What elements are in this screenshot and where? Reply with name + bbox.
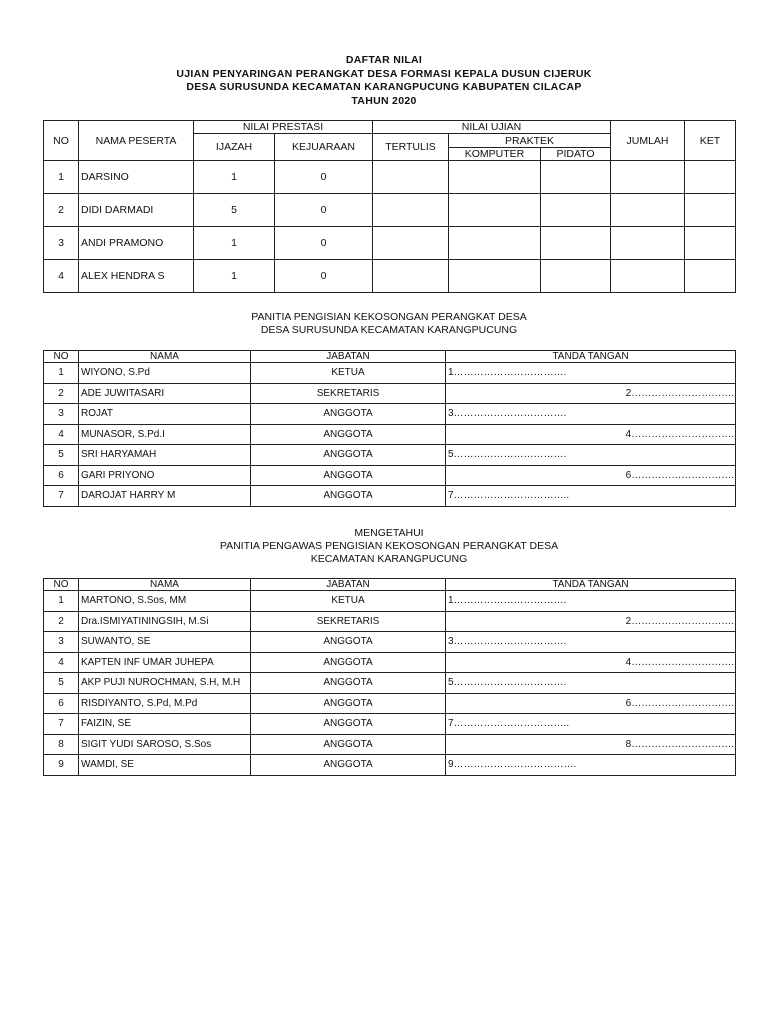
row-komputer xyxy=(449,227,541,260)
row-nama: ROJAT xyxy=(79,404,251,425)
row-ket xyxy=(685,194,736,227)
row-komputer xyxy=(449,260,541,293)
signature-line[interactable]: 6…………………………. xyxy=(446,693,736,714)
committee-table xyxy=(43,350,736,507)
table-row xyxy=(44,404,736,425)
row-jabatan: ANGGOTA xyxy=(251,404,446,425)
row-jabatan: ANGGOTA xyxy=(251,673,446,694)
table-row xyxy=(44,161,736,194)
signature-line[interactable]: 8…………………………. xyxy=(446,734,736,755)
row-jumlah xyxy=(611,161,685,194)
row-nama: SIGIT YUDI SAROSO, S.Sos xyxy=(79,734,251,755)
row-nama: RISDIYANTO, S.Pd, M.Pd xyxy=(79,693,251,714)
row-no: 1 xyxy=(44,161,79,194)
row-no: 6 xyxy=(44,693,79,714)
row-jabatan: SEKRETARIS xyxy=(251,611,446,632)
row-pidato xyxy=(541,227,611,260)
supervisors-heading-line-1: MENGETAHUI xyxy=(354,527,424,539)
row-jabatan: ANGGOTA xyxy=(251,465,446,486)
supervisors-heading-line-2: PANITIA PENGAWAS PENGISIAN KEKOSONGAN PERANGKAT DESA xyxy=(219,540,559,552)
signature-line[interactable]: 1……………………………. xyxy=(446,591,736,612)
table-row xyxy=(44,734,736,755)
signature-line[interactable]: 2…………………………. xyxy=(446,611,736,632)
row-jabatan: ANGGOTA xyxy=(251,693,446,714)
header-no: NO xyxy=(44,351,79,363)
row-nama: GARI PRIYONO xyxy=(79,465,251,486)
row-ket xyxy=(685,260,736,293)
row-no: 4 xyxy=(44,424,79,445)
committee-heading-line-2: DESA SURUSUNDA KECAMATAN KARANGPUCUNG xyxy=(260,324,518,336)
title-line-4: TAHUN 2020 xyxy=(351,94,417,107)
row-jabatan: ANGGOTA xyxy=(251,445,446,466)
row-nama: WIYONO, S.Pd xyxy=(79,363,251,384)
row-tertulis xyxy=(373,227,449,260)
title-line-2: UJIAN PENYARINGAN PERANGKAT DESA FORMASI KEPALA DUSUN CIJERUK xyxy=(176,67,592,80)
signature-line[interactable]: 5……………………………. xyxy=(446,445,736,466)
row-nama: MARTONO, S.Sos, MM xyxy=(79,591,251,612)
signature-line[interactable]: 7…………………………….. xyxy=(446,486,736,507)
row-nama: MUNASOR, S.Pd.I xyxy=(79,424,251,445)
row-jabatan: ANGGOTA xyxy=(251,714,446,735)
row-komputer xyxy=(449,161,541,194)
row-kejuaraan: 0 xyxy=(275,260,373,293)
table-row xyxy=(44,194,736,227)
table-row xyxy=(44,260,736,293)
row-pidato xyxy=(541,161,611,194)
signature-line[interactable]: 2…………………………. xyxy=(446,383,736,404)
header-ket: KET xyxy=(685,121,736,161)
header-no: NO xyxy=(44,121,79,161)
header-jabatan: JABATAN xyxy=(251,579,446,591)
row-nama: ANDI PRAMONO xyxy=(79,227,194,260)
signature-line[interactable]: 3……………………………. xyxy=(446,632,736,653)
row-no: 5 xyxy=(44,673,79,694)
row-jabatan: ANGGOTA xyxy=(251,755,446,776)
row-no: 2 xyxy=(44,611,79,632)
row-no: 9 xyxy=(44,755,79,776)
signature-line[interactable]: 9………………………………. xyxy=(446,755,736,776)
header-tertulis: TERTULIS xyxy=(373,134,449,161)
header-komputer: KOMPUTER xyxy=(449,148,541,161)
row-ijazah: 1 xyxy=(194,227,275,260)
row-ijazah: 1 xyxy=(194,161,275,194)
row-no: 3 xyxy=(44,227,79,260)
table-row xyxy=(44,591,736,612)
header-nama: NAMA xyxy=(79,351,251,363)
row-ket xyxy=(685,227,736,260)
row-jabatan: SEKRETARIS xyxy=(251,383,446,404)
row-no: 2 xyxy=(44,194,79,227)
row-nama: KAPTEN INF UMAR JUHEPA xyxy=(79,652,251,673)
row-nama: DAROJAT HARRY M xyxy=(79,486,251,507)
row-jabatan: ANGGOTA xyxy=(251,734,446,755)
signature-line[interactable]: 4…………………………. xyxy=(446,424,736,445)
header-nilai-prestasi: NILAI PRESTASI xyxy=(194,121,373,134)
row-tertulis xyxy=(373,161,449,194)
row-pidato xyxy=(541,194,611,227)
row-no: 8 xyxy=(44,734,79,755)
row-no: 3 xyxy=(44,404,79,425)
table-row xyxy=(44,611,736,632)
header-praktek: PRAKTEK xyxy=(449,134,611,148)
table-row xyxy=(44,486,736,507)
signature-line[interactable]: 1……………………………. xyxy=(446,363,736,384)
row-komputer xyxy=(449,194,541,227)
supervisors-heading-line-3: KECAMATAN KARANGPUCUNG xyxy=(310,553,468,565)
row-kejuaraan: 0 xyxy=(275,194,373,227)
row-ket xyxy=(685,161,736,194)
row-jabatan: ANGGOTA xyxy=(251,486,446,507)
signature-line[interactable]: 5……………………………. xyxy=(446,673,736,694)
table-row xyxy=(44,424,736,445)
table-row xyxy=(44,652,736,673)
table-row xyxy=(44,673,736,694)
row-nama: SUWANTO, SE xyxy=(79,632,251,653)
table-row xyxy=(44,383,736,404)
row-kejuaraan: 0 xyxy=(275,227,373,260)
row-tertulis xyxy=(373,194,449,227)
row-nama: ALEX HENDRA S xyxy=(79,260,194,293)
row-no: 5 xyxy=(44,445,79,466)
row-nama: DIDI DARMADI xyxy=(79,194,194,227)
row-tertulis xyxy=(373,260,449,293)
row-no: 3 xyxy=(44,632,79,653)
table-row xyxy=(44,693,736,714)
table-row xyxy=(44,755,736,776)
row-jumlah xyxy=(611,194,685,227)
committee-heading xyxy=(0,311,768,337)
row-jumlah xyxy=(611,227,685,260)
row-nama: Dra.ISMIYATININGSIH, M.Si xyxy=(79,611,251,632)
row-ijazah: 1 xyxy=(194,260,275,293)
row-nama: SRI HARYAMAH xyxy=(79,445,251,466)
row-ijazah: 5 xyxy=(194,194,275,227)
supervisors-heading xyxy=(0,527,768,566)
table-row xyxy=(44,714,736,735)
header-jabatan: JABATAN xyxy=(251,351,446,363)
row-nama: ADE JUWITASARI xyxy=(79,383,251,404)
table-row xyxy=(44,445,736,466)
table-row xyxy=(44,227,736,260)
signature-line[interactable]: 3……………………………. xyxy=(446,404,736,425)
scores-table xyxy=(43,120,736,293)
row-no: 4 xyxy=(44,652,79,673)
row-pidato xyxy=(541,260,611,293)
row-jumlah xyxy=(611,260,685,293)
table-row xyxy=(44,465,736,486)
title-line-3: DESA SURUSUNDA KECAMATAN KARANGPUCUNG KABUPATEN CILACAP xyxy=(186,81,582,93)
row-jabatan: ANGGOTA xyxy=(251,424,446,445)
header-no: NO xyxy=(44,579,79,591)
row-no: 4 xyxy=(44,260,79,293)
header-jumlah: JUMLAH xyxy=(611,121,685,161)
header-tanda-tangan: TANDA TANGAN xyxy=(446,351,736,363)
row-no: 7 xyxy=(44,714,79,735)
row-no: 7 xyxy=(44,486,79,507)
row-jabatan: KETUA xyxy=(251,363,446,384)
row-nama: AKP PUJI NUROCHMAN, S.H, M.H xyxy=(79,673,251,694)
header-kejuaraan: KEJUARAAN xyxy=(275,134,373,161)
row-nama: FAIZIN, SE xyxy=(79,714,251,735)
header-nilai-ujian: NILAI UJIAN xyxy=(373,121,611,134)
document-title xyxy=(0,54,768,108)
row-kejuaraan: 0 xyxy=(275,161,373,194)
header-nama: NAMA xyxy=(79,579,251,591)
header-pidato: PIDATO xyxy=(541,148,611,161)
committee-heading-line-1: PANITIA PENGISIAN KEKOSONGAN PERANGKAT DESA xyxy=(251,311,527,323)
row-no: 1 xyxy=(44,591,79,612)
row-nama: DARSINO xyxy=(79,161,194,194)
supervisors-table xyxy=(43,578,736,776)
row-no: 6 xyxy=(44,465,79,486)
row-jabatan: ANGGOTA xyxy=(251,652,446,673)
row-jabatan: ANGGOTA xyxy=(251,632,446,653)
row-no: 2 xyxy=(44,383,79,404)
table-row xyxy=(44,632,736,653)
row-jabatan: KETUA xyxy=(251,591,446,612)
signature-line[interactable]: 6…………………………. xyxy=(446,465,736,486)
row-nama: WAMDI, SE xyxy=(79,755,251,776)
row-no: 1 xyxy=(44,363,79,384)
header-ijazah: IJAZAH xyxy=(194,134,275,161)
header-tanda-tangan: TANDA TANGAN xyxy=(446,579,736,591)
table-row xyxy=(44,363,736,384)
title-line-1: DAFTAR NILAI xyxy=(345,54,423,66)
signature-line[interactable]: 7…………………………….. xyxy=(446,714,736,735)
header-nama-peserta: NAMA PESERTA xyxy=(79,121,194,161)
signature-line[interactable]: 4…………………………. xyxy=(446,652,736,673)
